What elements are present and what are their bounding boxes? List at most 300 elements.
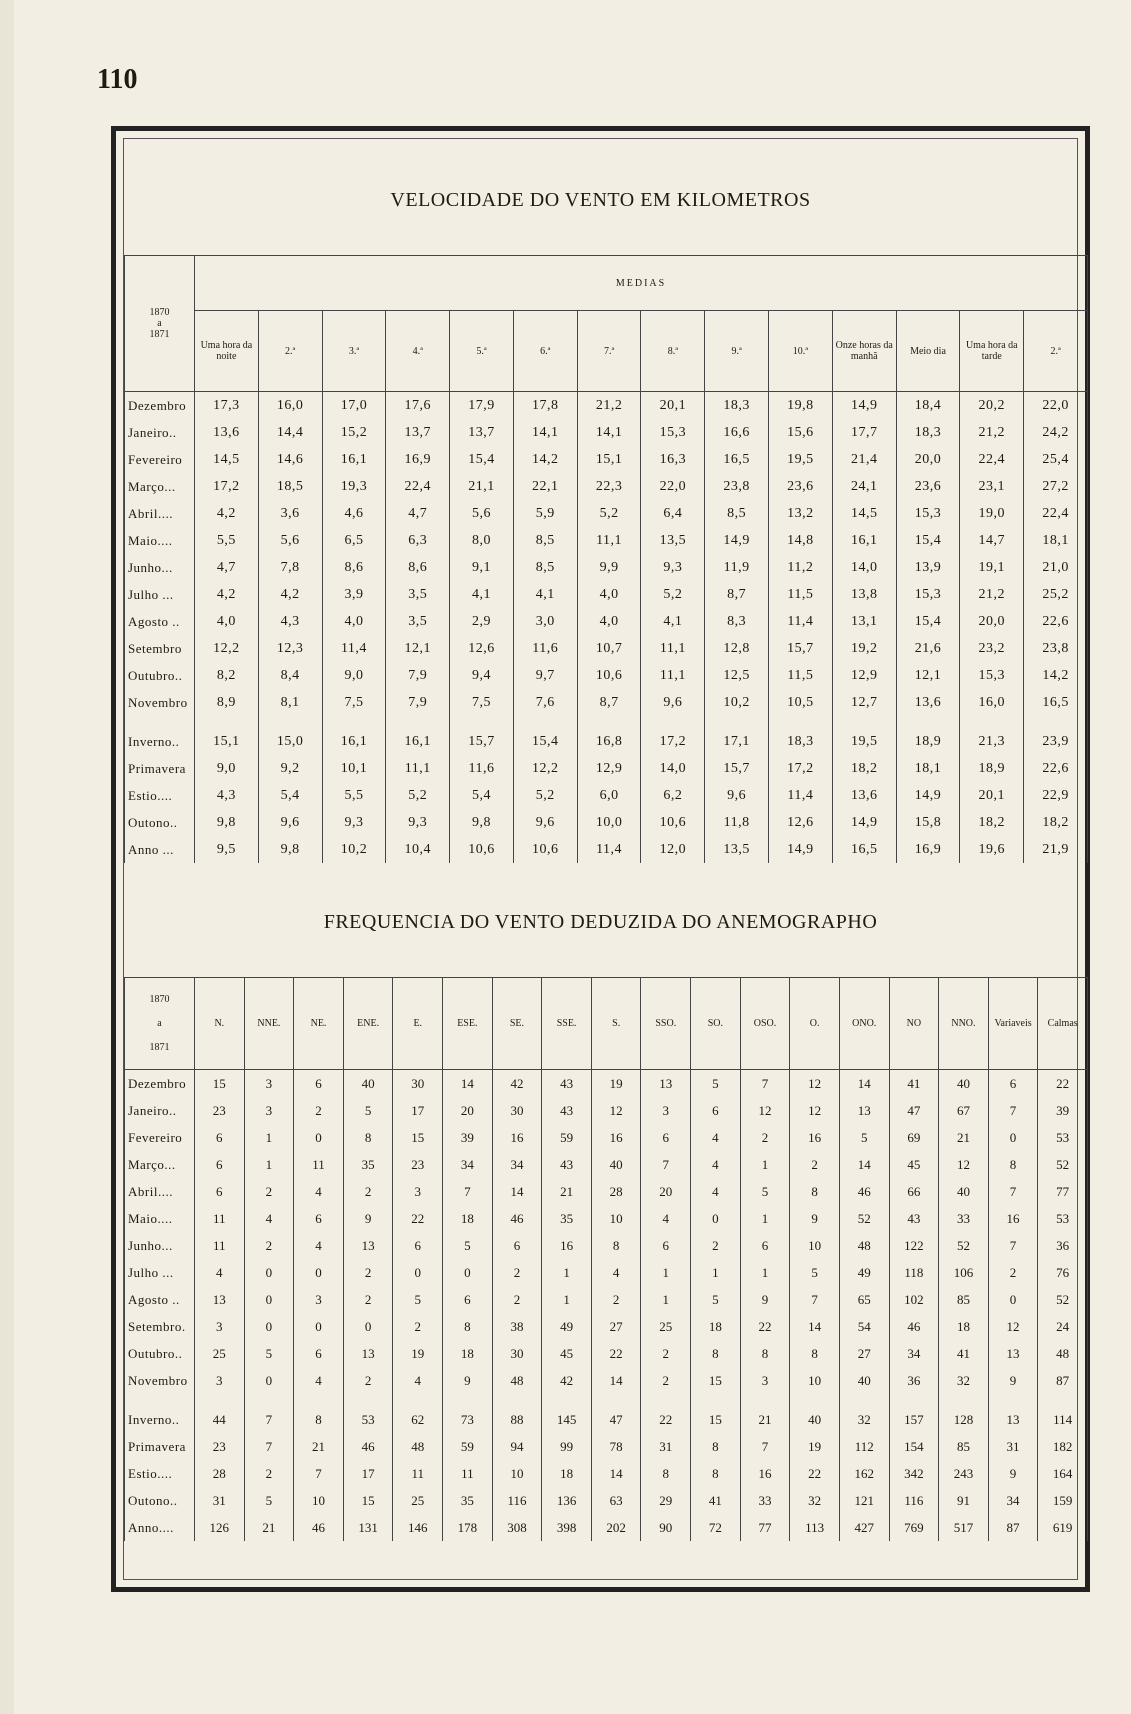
- spacer-cell: [896, 716, 960, 728]
- table-cell: 16,6: [705, 419, 769, 446]
- table-cell: 7: [740, 1433, 790, 1460]
- table-cell: 9,8: [450, 809, 514, 836]
- table-cell: 4,1: [450, 581, 514, 608]
- table-cell: 16,0: [258, 392, 322, 420]
- spacer-cell: [125, 1394, 195, 1406]
- table-cell: 1: [244, 1151, 294, 1178]
- table-cell: 6: [443, 1286, 493, 1313]
- table-cell: 18,2: [1024, 809, 1088, 836]
- header-row: [125, 256, 1088, 311]
- table-cell: 3: [244, 1097, 294, 1124]
- table-row: [125, 1313, 1088, 1340]
- spacer-cell: [195, 1394, 245, 1406]
- table-cell: 13,6: [195, 419, 259, 446]
- table-cell: 19,5: [769, 446, 833, 473]
- table-cell: 10,7: [577, 635, 641, 662]
- table-cell: 12,5: [705, 662, 769, 689]
- column-header: Calmas: [1038, 978, 1088, 1070]
- table-cell: 22,3: [577, 473, 641, 500]
- table-cell: 44: [195, 1406, 245, 1433]
- table-cell: 6: [195, 1124, 245, 1151]
- spacer-row: [125, 1394, 1088, 1406]
- table-cell: 8: [343, 1124, 393, 1151]
- table-cell: 19: [790, 1433, 840, 1460]
- table-cell: 3: [393, 1178, 443, 1205]
- table-cell: 0: [244, 1259, 294, 1286]
- table-row: [125, 1151, 1088, 1178]
- table-cell: 21: [542, 1178, 592, 1205]
- table-cell: 13,1: [832, 608, 896, 635]
- table-cell: 22,4: [960, 446, 1024, 473]
- table-cell: 6,3: [386, 527, 450, 554]
- table-cell: 15,4: [896, 527, 960, 554]
- table-cell: 17,6: [386, 392, 450, 420]
- table-cell: 10,2: [322, 836, 386, 863]
- table-cell: 16,1: [322, 728, 386, 755]
- spacer-cell: [513, 716, 577, 728]
- year-range-line: 1870: [149, 993, 170, 1005]
- table-cell: 20: [641, 1178, 691, 1205]
- table-cell: 32: [939, 1367, 989, 1394]
- spacer-cell: [322, 716, 386, 728]
- row-label: Março...: [125, 473, 195, 500]
- table-frame: [111, 126, 1090, 1592]
- table-cell: 22,9: [1024, 782, 1088, 809]
- table-cell: 8: [790, 1340, 840, 1367]
- table-cell: 1: [542, 1259, 592, 1286]
- row-label: Abril....: [125, 1178, 195, 1205]
- table-row: [125, 1097, 1088, 1124]
- year-range-cell: [125, 256, 195, 392]
- table-cell: 157: [889, 1406, 939, 1433]
- table-cell: 5,4: [258, 782, 322, 809]
- table-cell: 8,9: [195, 689, 259, 716]
- table-cell: 13,7: [450, 419, 514, 446]
- row-label: Anno....: [125, 1514, 195, 1541]
- table-cell: 154: [889, 1433, 939, 1460]
- table-cell: 33: [939, 1205, 989, 1232]
- spacer-cell: [839, 1394, 889, 1406]
- table-cell: 102: [889, 1286, 939, 1313]
- row-label: Dezembro: [125, 1070, 195, 1098]
- table-cell: 15,7: [450, 728, 514, 755]
- table-cell: 112: [839, 1433, 889, 1460]
- table-cell: 3,0: [513, 608, 577, 635]
- table-cell: 14: [591, 1460, 641, 1487]
- table-cell: 17,2: [769, 755, 833, 782]
- row-label: Novembro: [125, 1367, 195, 1394]
- table-cell: 4,2: [195, 581, 259, 608]
- table-cell: 20,1: [960, 782, 1024, 809]
- table-cell: 7: [244, 1433, 294, 1460]
- table-cell: 10: [591, 1205, 641, 1232]
- table-cell: 9,6: [705, 782, 769, 809]
- table-row: [125, 689, 1088, 716]
- table-cell: 20,0: [960, 608, 1024, 635]
- table-cell: 5,4: [450, 782, 514, 809]
- table-cell: 5: [244, 1487, 294, 1514]
- row-label: Outono..: [125, 809, 195, 836]
- table-row: [125, 836, 1088, 863]
- table-cell: 18: [542, 1460, 592, 1487]
- table-cell: 6: [641, 1232, 691, 1259]
- table-cell: 7: [790, 1286, 840, 1313]
- table-cell: 6: [195, 1178, 245, 1205]
- table-cell: 12,9: [577, 755, 641, 782]
- table-row: [125, 527, 1088, 554]
- table-cell: 11,4: [577, 836, 641, 863]
- table-cell: 22: [591, 1340, 641, 1367]
- table-cell: 22: [1038, 1070, 1088, 1098]
- table-cell: 87: [988, 1514, 1038, 1541]
- table-cell: 21: [740, 1406, 790, 1433]
- spacer-cell: [960, 716, 1024, 728]
- table-cell: 19,0: [960, 500, 1024, 527]
- table-cell: 42: [492, 1070, 542, 1098]
- table-cell: 21,3: [960, 728, 1024, 755]
- table-cell: 5,5: [322, 782, 386, 809]
- table-cell: 202: [591, 1514, 641, 1541]
- column-header: 7.ª: [577, 311, 641, 392]
- column-header: 10.ª: [769, 311, 833, 392]
- table-cell: 15: [393, 1124, 443, 1151]
- table-frame-inner: [123, 138, 1078, 1580]
- table-row: [125, 608, 1088, 635]
- column-header: 4.ª: [386, 311, 450, 392]
- table-cell: 15,7: [705, 755, 769, 782]
- spacer-cell: [1024, 716, 1088, 728]
- table-cell: 8,6: [386, 554, 450, 581]
- table-cell: 8,0: [450, 527, 514, 554]
- table-cell: 0: [988, 1286, 1038, 1313]
- table-cell: 19: [591, 1070, 641, 1098]
- spacer-row: [125, 716, 1088, 728]
- table-cell: 15,4: [450, 446, 514, 473]
- table-cell: 14,5: [195, 446, 259, 473]
- table-cell: 20,0: [896, 446, 960, 473]
- table-cell: 0: [294, 1313, 344, 1340]
- table-row: [125, 446, 1088, 473]
- column-header: NE.: [294, 978, 344, 1070]
- table-cell: 40: [591, 1151, 641, 1178]
- table-cell: 22,6: [1024, 755, 1088, 782]
- table-cell: 8,2: [195, 662, 259, 689]
- table-cell: 2: [641, 1340, 691, 1367]
- table-cell: 22,0: [641, 473, 705, 500]
- table-cell: 14: [591, 1367, 641, 1394]
- table-cell: 46: [343, 1433, 393, 1460]
- table-cell: 8: [691, 1433, 741, 1460]
- row-label: Primavera: [125, 1433, 195, 1460]
- spacer-cell: [939, 1394, 989, 1406]
- table-cell: 15: [691, 1367, 741, 1394]
- table-cell: 40: [790, 1406, 840, 1433]
- table-cell: 14,9: [832, 809, 896, 836]
- column-header: 2.ª: [258, 311, 322, 392]
- table-cell: 13: [839, 1097, 889, 1124]
- table-cell: 5: [839, 1124, 889, 1151]
- spacer-cell: [258, 716, 322, 728]
- table-cell: 13: [343, 1232, 393, 1259]
- table-row: [125, 1178, 1088, 1205]
- table-cell: 18: [691, 1313, 741, 1340]
- table-cell: 10,2: [705, 689, 769, 716]
- table-cell: 11,9: [705, 554, 769, 581]
- table-cell: 2: [393, 1313, 443, 1340]
- table-cell: 15,3: [960, 662, 1024, 689]
- table-row: [125, 473, 1088, 500]
- table-cell: 7,5: [450, 689, 514, 716]
- table-cell: 4: [691, 1151, 741, 1178]
- table-cell: 33: [740, 1487, 790, 1514]
- table-cell: 3,5: [386, 608, 450, 635]
- table-cell: 15,8: [896, 809, 960, 836]
- table-cell: 77: [740, 1514, 790, 1541]
- table-cell: 19,8: [769, 392, 833, 420]
- wind-frequency-table: [124, 977, 1088, 1541]
- table-cell: 30: [492, 1340, 542, 1367]
- table-cell: 16: [492, 1124, 542, 1151]
- table-cell: 146: [393, 1514, 443, 1541]
- table-cell: 2: [244, 1232, 294, 1259]
- table-cell: 4: [691, 1124, 741, 1151]
- table-row: [125, 1232, 1088, 1259]
- table-cell: 9,7: [513, 662, 577, 689]
- row-label: Janeiro..: [125, 419, 195, 446]
- table-cell: 8: [790, 1178, 840, 1205]
- column-header: NNE.: [244, 978, 294, 1070]
- table-cell: 29: [641, 1487, 691, 1514]
- table-cell: 14,2: [513, 446, 577, 473]
- table-cell: 5: [691, 1286, 741, 1313]
- table-cell: 12: [939, 1151, 989, 1178]
- table-cell: 11,6: [513, 635, 577, 662]
- table-cell: 619: [1038, 1514, 1088, 1541]
- table-cell: 16,9: [896, 836, 960, 863]
- table-cell: 8: [691, 1340, 741, 1367]
- table-cell: 16,1: [386, 728, 450, 755]
- table-cell: 48: [393, 1433, 443, 1460]
- table-cell: 21,2: [960, 581, 1024, 608]
- table-cell: 0: [244, 1367, 294, 1394]
- table-cell: 17,9: [450, 392, 514, 420]
- table-cell: 7: [740, 1070, 790, 1098]
- column-header: SSO.: [641, 978, 691, 1070]
- table-cell: 31: [195, 1487, 245, 1514]
- table-cell: 3: [195, 1367, 245, 1394]
- table-cell: 34: [492, 1151, 542, 1178]
- table-cell: 9: [740, 1286, 790, 1313]
- table-cell: 27: [591, 1313, 641, 1340]
- table-cell: 8: [740, 1340, 790, 1367]
- table-cell: 8,4: [258, 662, 322, 689]
- table-cell: 14,6: [258, 446, 322, 473]
- row-label: Estio....: [125, 782, 195, 809]
- table-row: [125, 1259, 1088, 1286]
- table-cell: 49: [839, 1259, 889, 1286]
- row-label: Setembro.: [125, 1313, 195, 1340]
- table-row: [125, 1487, 1088, 1514]
- table-cell: 121: [839, 1487, 889, 1514]
- table-cell: 6,0: [577, 782, 641, 809]
- table-cell: 10,6: [450, 836, 514, 863]
- spacer-cell: [691, 1394, 741, 1406]
- table-cell: 8: [988, 1151, 1038, 1178]
- table-cell: 4,6: [322, 500, 386, 527]
- table-cell: 17,7: [832, 419, 896, 446]
- table-cell: 3: [740, 1367, 790, 1394]
- table-row: [125, 1433, 1088, 1460]
- table-cell: 126: [195, 1514, 245, 1541]
- table-cell: 5: [691, 1070, 741, 1098]
- spacer-cell: [769, 716, 833, 728]
- table-cell: 35: [542, 1205, 592, 1232]
- table-cell: 10,5: [769, 689, 833, 716]
- table-cell: 10: [790, 1367, 840, 1394]
- table-cell: 18,1: [896, 755, 960, 782]
- column-header: 3.ª: [322, 311, 386, 392]
- table-cell: 46: [839, 1178, 889, 1205]
- table-cell: 11: [195, 1205, 245, 1232]
- column-header: 2.ª: [1024, 311, 1088, 392]
- table-cell: 178: [443, 1514, 493, 1541]
- table-cell: 15,4: [513, 728, 577, 755]
- table-cell: 18,9: [896, 728, 960, 755]
- column-header-row: [125, 978, 1088, 1070]
- table-cell: 11: [294, 1151, 344, 1178]
- table-cell: 3: [294, 1286, 344, 1313]
- table-cell: 5,2: [513, 782, 577, 809]
- table-cell: 52: [839, 1205, 889, 1232]
- table-cell: 4: [294, 1178, 344, 1205]
- table-cell: 8: [443, 1313, 493, 1340]
- table-cell: 16,1: [832, 527, 896, 554]
- table-cell: 6: [492, 1232, 542, 1259]
- table-cell: 113: [790, 1514, 840, 1541]
- column-header: OSO.: [740, 978, 790, 1070]
- column-header: Meio dia: [896, 311, 960, 392]
- table-cell: 159: [1038, 1487, 1088, 1514]
- table-cell: 23,2: [960, 635, 1024, 662]
- table-cell: 15,2: [322, 419, 386, 446]
- table-cell: 2,9: [450, 608, 514, 635]
- table-cell: 19,2: [832, 635, 896, 662]
- table-cell: 30: [492, 1097, 542, 1124]
- table-cell: 30: [393, 1070, 443, 1098]
- table-cell: 36: [1038, 1232, 1088, 1259]
- table-cell: 18: [443, 1340, 493, 1367]
- table-cell: 14: [492, 1178, 542, 1205]
- table-cell: 11,4: [769, 782, 833, 809]
- table-cell: 164: [1038, 1460, 1088, 1487]
- table-cell: 85: [939, 1286, 989, 1313]
- table-cell: 21: [939, 1124, 989, 1151]
- table-cell: 40: [939, 1070, 989, 1098]
- table-cell: 63: [591, 1487, 641, 1514]
- table-cell: 16: [591, 1124, 641, 1151]
- table-cell: 35: [343, 1151, 393, 1178]
- table-cell: 8,1: [258, 689, 322, 716]
- table-cell: 6: [195, 1151, 245, 1178]
- column-header: NNO.: [939, 978, 989, 1070]
- table-cell: 14,7: [960, 527, 1024, 554]
- table-cell: 5,6: [450, 500, 514, 527]
- spacer-cell: [393, 1394, 443, 1406]
- table-row: [125, 1340, 1088, 1367]
- spacer-cell: [577, 716, 641, 728]
- table-cell: 8,6: [322, 554, 386, 581]
- row-label: Fevereiro: [125, 446, 195, 473]
- table-cell: 24,1: [832, 473, 896, 500]
- table-cell: 6: [740, 1232, 790, 1259]
- table-cell: 11,1: [641, 662, 705, 689]
- table-cell: 5: [790, 1259, 840, 1286]
- table-cell: 122: [889, 1232, 939, 1259]
- table-cell: 21,9: [1024, 836, 1088, 863]
- table-cell: 2: [988, 1259, 1038, 1286]
- table-row: [125, 1406, 1088, 1433]
- year-range-line: 1870: [149, 307, 170, 318]
- table-row: [125, 1205, 1088, 1232]
- table-cell: 53: [1038, 1205, 1088, 1232]
- table-cell: 36: [889, 1367, 939, 1394]
- column-header: ENE.: [343, 978, 393, 1070]
- column-header-row: [125, 311, 1088, 392]
- table-cell: 5: [343, 1097, 393, 1124]
- table-cell: 14,8: [769, 527, 833, 554]
- table-cell: 3,9: [322, 581, 386, 608]
- table-cell: 23,8: [1024, 635, 1088, 662]
- table-cell: 16,1: [322, 446, 386, 473]
- table-cell: 7,8: [258, 554, 322, 581]
- table-cell: 0: [691, 1205, 741, 1232]
- table-cell: 769: [889, 1514, 939, 1541]
- table-cell: 13,7: [386, 419, 450, 446]
- table-cell: 22,4: [1024, 500, 1088, 527]
- column-header: Variaveis: [988, 978, 1038, 1070]
- spacer-cell: [705, 716, 769, 728]
- table-cell: 7: [988, 1178, 1038, 1205]
- table-cell: 12: [988, 1313, 1038, 1340]
- column-header: 8.ª: [641, 311, 705, 392]
- spacer-cell: [443, 1394, 493, 1406]
- table-cell: 6,4: [641, 500, 705, 527]
- table-cell: 4,2: [195, 500, 259, 527]
- table-cell: 21,6: [896, 635, 960, 662]
- table-cell: 6: [691, 1097, 741, 1124]
- table-cell: 16: [790, 1124, 840, 1151]
- table-cell: 9,9: [577, 554, 641, 581]
- spacer-cell: [195, 716, 259, 728]
- table-cell: 41: [691, 1487, 741, 1514]
- table-cell: 13: [195, 1286, 245, 1313]
- table-cell: 62: [393, 1406, 443, 1433]
- table-cell: 15,1: [577, 446, 641, 473]
- table-cell: 23,6: [769, 473, 833, 500]
- spacer-cell: [294, 1394, 344, 1406]
- table-cell: 12: [790, 1070, 840, 1098]
- table-cell: 2: [492, 1259, 542, 1286]
- table-cell: 94: [492, 1433, 542, 1460]
- table-cell: 0: [393, 1259, 443, 1286]
- table-row: [125, 662, 1088, 689]
- spacer-cell: [492, 1394, 542, 1406]
- table-cell: 85: [939, 1433, 989, 1460]
- table-cell: 22: [641, 1406, 691, 1433]
- table-cell: 4: [393, 1367, 443, 1394]
- table-cell: 19,1: [960, 554, 1024, 581]
- table-cell: 9,3: [641, 554, 705, 581]
